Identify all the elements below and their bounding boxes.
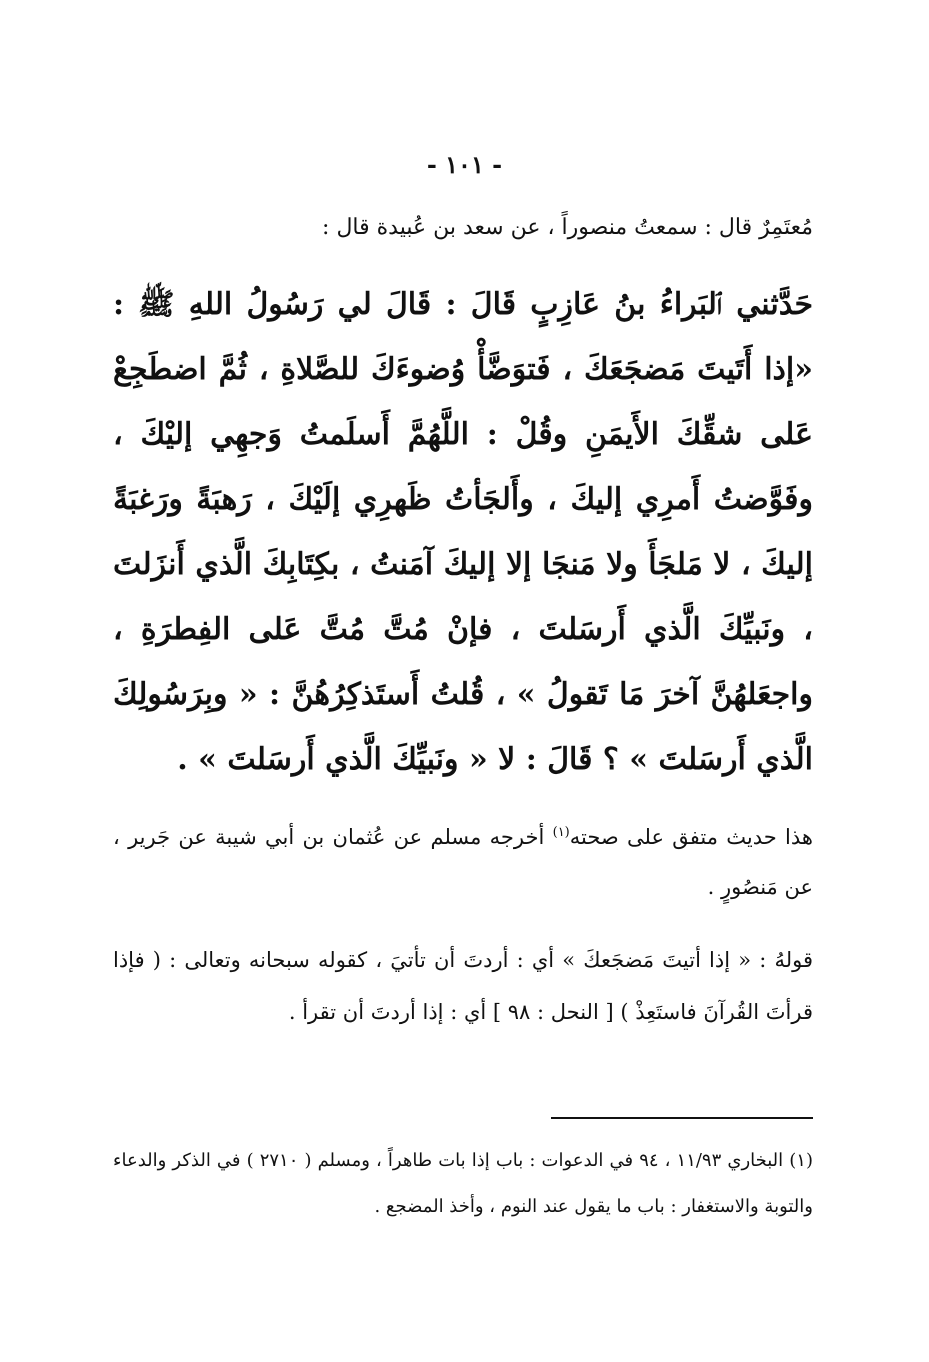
commentary-text: أخرجه مسلم عن عُثمان بن أبي شيبة عن جَرير ، عن مَنصُورٍ . bbox=[113, 825, 813, 899]
footnote-marker: (١) bbox=[552, 825, 570, 840]
footnote-text: (١) البخاري ١١/٩٣ ، ٩٤ في الدعوات : باب إذا بات طاهراً ، ومسلم ( ٢٧١٠ ) في الذكر والدعاء والتوبة والاستغفار : باب ما يقول عند النوم ، وأخذ المضجع . bbox=[113, 1150, 813, 1217]
isnad-line: مُعتَمِرٌ قال : سمعتُ منصوراً ، عن سعد بن عُبيدة قال : bbox=[322, 215, 813, 240]
commentary-paragraph-1 bbox=[113, 812, 813, 912]
hadith-text: حَدَّثني ٱلبَراءُ بنُ عَازِبٍ قَالَ : قَالَ لي رَسُولُ اللهِ ﷺ : «إذا أَتَيتَ مَضجَعَكَ ، فَتوَضَّأْ وُضوءَكَ للصَّلاةِ ، ثُمَّ اضطَجِعْ عَلى شقِّكَ الأَيمَنِ وقُلْ : اللَّهُمَّ أَسلَمتُ وَجهِي إليْكَ ، وفَوَّضتُ أَمرِي إليكَ ، وأَلجَأتُ ظَهرِي إلَيْكَ ، رَهبَةً ورَغبَةً إليكَ ، لا مَلجَأَ ولا مَنجَا إلا إليكَ آمَنتُ ، بكِتَابِكَ الَّذي أَنزَلتَ ، ونَبيِّكَ الَّذي أَرسَلتَ ، فإنْ مُتَّ مُتَّ عَلى الفِطرَةِ ، واجعَلهُنَّ آخرَ مَا تَقولُ » ، قُلتُ أَستَذكِرُهُنَّ : « وبِرَسُولِكَ الَّذي أَرسَلتَ » ؟ قَالَ : لا « ونَبيِّكَ الَّذي أَرسَلتَ » . bbox=[113, 287, 813, 777]
page-number: - ١٠١ - bbox=[426, 150, 503, 179]
commentary-text: هذا حديث متفق على صحته bbox=[569, 825, 813, 849]
commentary-paragraph-2: قولهُ : « إذا أتيتَ مَضجَعكَ » أي : أردتَ أن تأتيَ ، كقوله سبحانه وتعالى : ( فإذا قرأتَ القُرآنَ فاستَعِذْ ) [ النحل : ٩٨ ] أي : إذا أردتَ أن تقرأ . bbox=[113, 948, 813, 1024]
footnote-divider bbox=[551, 1117, 813, 1119]
